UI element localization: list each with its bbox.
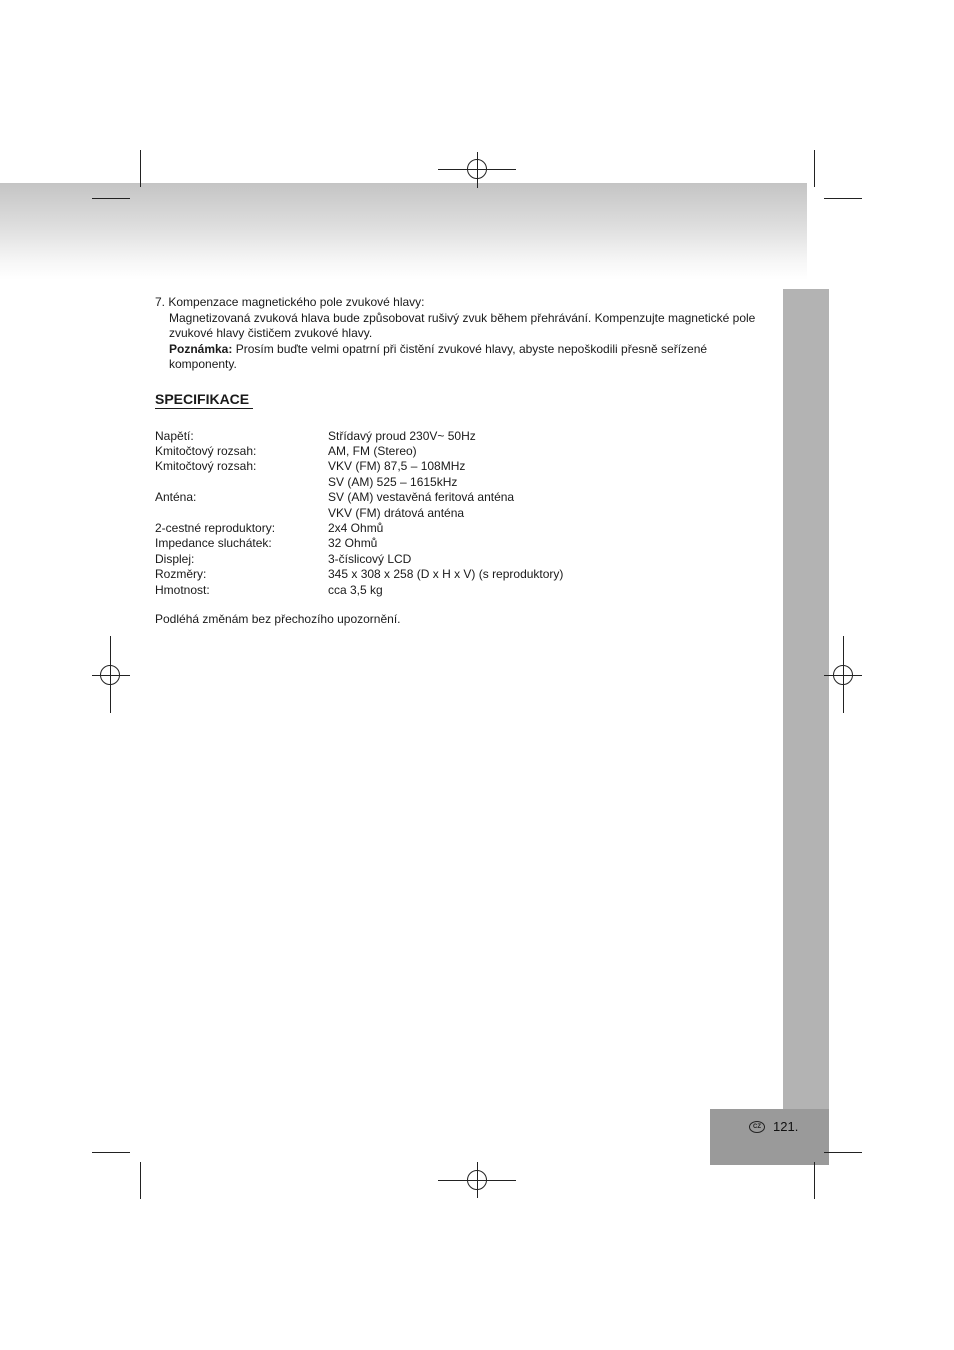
spec-row [155,475,563,490]
item-7-description: Magnetizovaná zvuková hlava bude způsobovat rušivý zvuk během přehrávání. Kompenzujte magnetické pole zvukové hlavy čističem zvukové hlavy. [169,310,756,340]
page-number-box [710,1109,829,1165]
spec-value: VKV (FM) drátová anténa [328,505,465,520]
item-7-note [155,342,775,373]
spec-row [155,583,563,598]
spec-value: Střídavý proud 230V~ 50Hz [328,428,476,443]
spec-row [155,429,563,444]
spec-value: 345 x 308 x 258 (D x H x V) (s reproduktory) [328,567,564,582]
spec-value: 32 Ohmů [328,536,378,551]
language-badge: CZ [749,1121,765,1133]
spec-value: 2x4 Ohmů [328,520,384,535]
spec-value: 3-číslicový LCD [328,551,412,566]
spec-row [155,444,563,459]
note-text: Prosím buďte velmi opatrní při čistění zvukové hlavy, abyste nepoškodili přesně seřízené komponenty. [169,341,708,371]
spec-row [155,536,563,551]
spec-row [155,552,563,567]
spec-label: Rozměry: [155,567,207,582]
spec-label: Kmitočtový rozsah: [155,459,257,474]
note-label: Poznámka: [169,341,233,356]
spec-label: Impedance sluchátek: [155,536,272,551]
spec-label: Anténa: [155,490,197,505]
spec-label: Hmotnost: [155,582,210,597]
spec-row [155,567,563,582]
spec-label [155,506,328,521]
spec-row [155,506,563,521]
spec-table [155,429,563,598]
side-thumb-bar [783,289,829,1109]
spec-label [155,475,328,490]
spec-label: Kmitočtový rozsah: [155,443,257,458]
section-heading: SPECIFIKACE [155,391,253,409]
main-content [155,295,775,627]
spec-row [155,490,563,505]
item-7 [155,295,775,373]
page-number: 121. [773,1119,799,1134]
spec-value: AM, FM (Stereo) [328,443,417,458]
spec-label: Napětí: [155,428,194,443]
item-7-title: 7. Kompenzace magnetického pole zvukové hlavy: [155,295,425,309]
footnote: Podléhá změnám bez přechozího upozornění. [155,611,401,626]
spec-label: 2-cestné reproduktory: [155,520,276,535]
spec-row [155,521,563,536]
spec-value: VKV (FM) 87,5 – 108MHz [328,459,466,474]
spec-value: SV (AM) vestavěná feritová anténa [328,490,515,505]
spec-row [155,459,563,474]
spec-value: SV (AM) 525 – 1615kHz [328,474,458,489]
spec-label: Displej: [155,551,195,566]
spec-value: cca 3,5 kg [328,582,383,597]
